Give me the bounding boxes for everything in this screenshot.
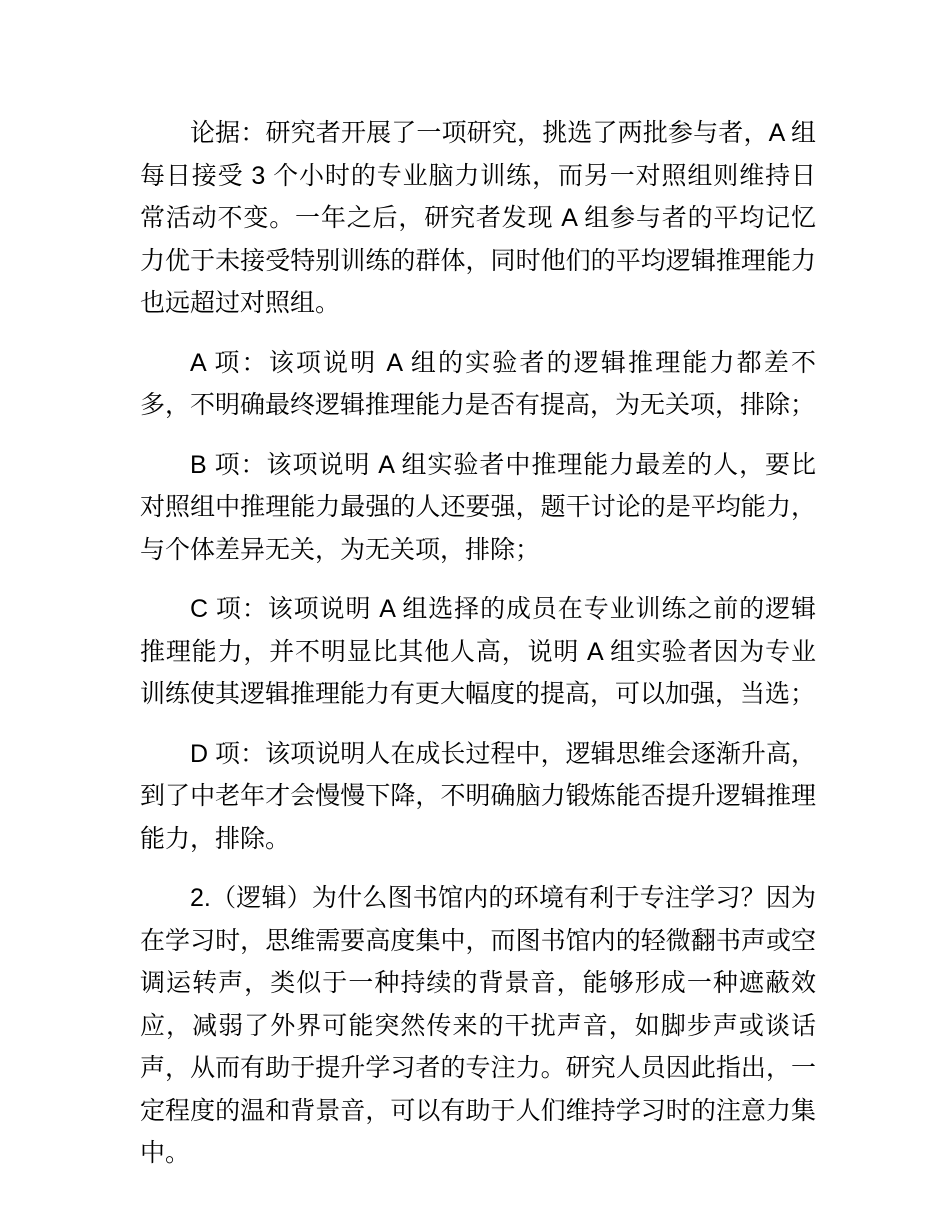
paragraph-option-c: C 项：该项说明 A 组选择的成员在专业训练之前的逻辑推理能力，并不明显比其他人高，说明 A 组实验者因为专业训练使其逻辑推理能力有更大幅度的提高，可以加强，当选；	[140, 595, 816, 708]
paragraph-option-d: D 项：该项说明人在成长过程中，逻辑思维会逐渐升高，到了中老年才会慢慢下降，不明确脑力锻炼能否提升逻辑推理能力，排除。	[140, 739, 816, 853]
paragraph-question-2: 2.（逻辑）为什么图书馆内的环境有利于专注学习？因为在学习时，思维需要高度集中，而图书馆内的轻微翻书声或空调运转声，类似于一种持续的背景音，能够形成一种遮蔽效应，减弱了外界可能突然传来的干扰声音，如脚步声或谈话声，从而有助于提升学习者的专注力。研究人员因此指出，一定程度的温和背景音，可以有助于人们维持学习时的注意力集中。	[140, 884, 816, 1167]
paragraph-evidence: 论据：研究者开展了一项研究，挑选了两批参与者，A 组每日接受 3 个小时的专业脑力训练，而另一对照组则维持日常活动不变。一年之后，研究者发现 A 组参与者的平均记忆力优于未接受特别训练的群体，同时他们的平均逻辑推理能力也远超过对照组。	[140, 119, 816, 317]
paragraph-option-b: B 项：该项说明 A 组实验者中推理能力最差的人，要比对照组中推理能力最强的人还要强，题干讨论的是平均能力，与个体差异无关，为无关项，排除；	[140, 450, 816, 564]
paragraph-option-a: A 项：该项说明 A 组的实验者的逻辑推理能力都差不多，不明确最终逻辑推理能力是否有提高，为无关项，排除；	[140, 348, 816, 419]
